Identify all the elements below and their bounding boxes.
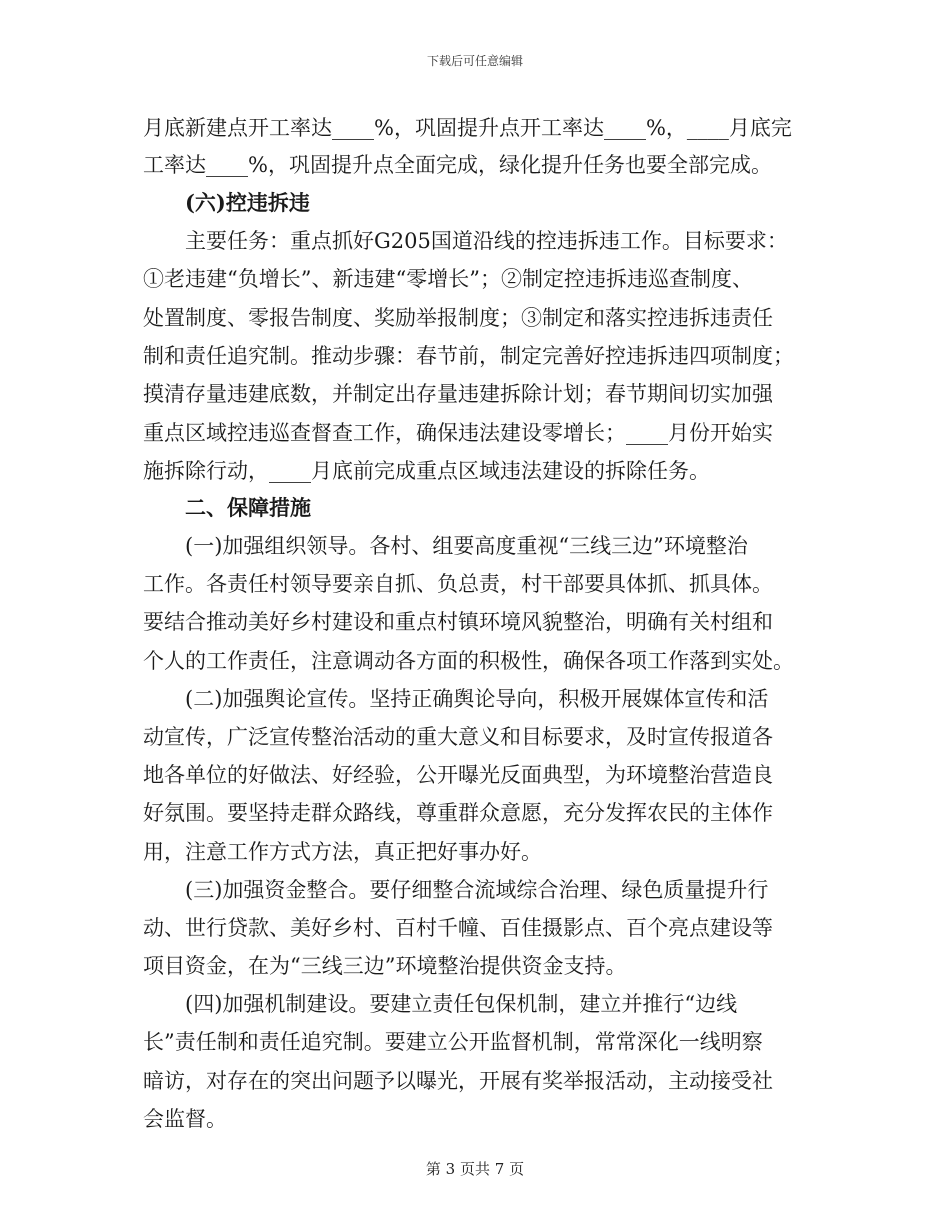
section-heading: (六)控违拆违 <box>185 190 310 215</box>
paragraph-line: (二)加强舆论宣传。坚持正确舆论导向，积极开展媒体宣传和活 <box>185 687 769 711</box>
paragraph-line: 项目资金，在为“三线三边”环境整治提供资金支持。 <box>143 954 627 978</box>
paragraph-line: 制和责任追究制。推动步骤：春节前，制定完善好控违拆违四项制度； <box>143 344 794 368</box>
paragraph-line: 工作。各责任村领导要亲自抓、负总责，村干部要具体抓、抓具体。 <box>143 572 773 596</box>
paragraph-line: 暗访，对存在的突出问题予以曝光，开展有奖举报活动，主动接受社 <box>143 1069 773 1093</box>
paragraph-line: 摸清存量违建底数，并制定出存量违建拆除计划；春节期间切实加强 <box>143 382 773 406</box>
paragraph-line: 动、世行贷款、美好乡村、百村千幢、百佳摄影点、百个亮点建设等 <box>143 916 773 940</box>
paragraph-line: (一)加强组织领导。各村、组要高度重视“三线三边”环境整治 <box>185 534 748 558</box>
paragraph-line: 用，注意工作方式方法，真正把好事办好。 <box>143 840 542 864</box>
paragraph-line: 地各单位的好做法、好经验，公开曝光反面典型，为环境整治营造良 <box>143 763 773 787</box>
paragraph-line: 要结合推动美好乡村建设和重点村镇环境风貌整治，明确有关村组和 <box>143 610 773 634</box>
paragraph-line: 月底新建点开工率达____%，巩固提升点开工率达____%，____月底完 <box>143 116 792 140</box>
paragraph-line: (四)加强机制建设。要建立责任包保机制，建立并推行“边线 <box>185 992 738 1016</box>
paragraph-line: 主要任务：重点抓好G205国道沿线的控违拆违工作。目标要求： <box>185 229 788 253</box>
paragraph-line: 好氛围。要坚持走群众路线，尊重群众意愿，充分发挥农民的主体作 <box>143 801 773 825</box>
section-heading: 二、保障措施 <box>185 495 311 520</box>
paragraph-line: 重点区域控违巡查督查工作，确保违法建设零增长；____月份开始实 <box>143 421 773 445</box>
paragraph-line: 处置制度、零报告制度、奖励举报制度；③制定和落实控违拆违责任 <box>143 306 773 330</box>
paragraph-line: 会监督。 <box>143 1107 227 1131</box>
paragraph-line: ①老违建“负增长”、新违建“零增长”；②制定控违拆违巡查制度、 <box>143 267 753 291</box>
paragraph-line: 工率达____%，巩固提升点全面完成，绿化提升任务也要全部完成。 <box>143 153 772 177</box>
page-header: 下载后可任意编辑 <box>426 54 523 68</box>
paragraph-line: 长”责任制和责任追究制。要建立公开监督机制，常常深化一线明察 <box>143 1030 763 1054</box>
paragraph-line: 个人的工作责任，注意调动各方面的积极性，确保各项工作落到实处。 <box>143 649 794 673</box>
paragraph-line: 动宣传，广泛宣传整治活动的重大意义和目标要求，及时宣传报道各 <box>143 725 773 749</box>
paragraph-line: (三)加强资金整合。要仔细整合流域综合治理、绿色质量提升行 <box>185 878 769 902</box>
page-footer: 第 3 页共 7 页 <box>425 1160 525 1178</box>
paragraph-line: 施拆除行动，____月底前完成重点区域违法建设的拆除任务。 <box>143 459 710 483</box>
